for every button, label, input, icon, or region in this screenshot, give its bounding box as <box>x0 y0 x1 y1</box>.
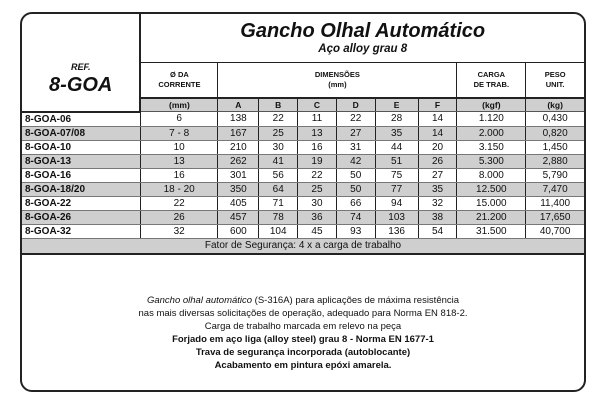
header-carga-line1: CARGA <box>477 70 506 79</box>
page-subtitle: Aço alloy grau 8 <box>318 43 408 55</box>
table-row <box>22 182 584 196</box>
desc-line-3: Carga de trabalho marcada em relevo na peça <box>204 321 402 332</box>
table-cell: 31.500 <box>457 224 526 238</box>
product-description <box>22 294 584 372</box>
table-cell: 2.000 <box>457 126 526 140</box>
table-cell: 210 <box>218 140 259 154</box>
table-cell: 51 <box>375 154 418 168</box>
table-cell: 5,790 <box>526 168 584 182</box>
table-cell: 1.120 <box>457 112 526 127</box>
table-cell: 10 <box>140 140 218 154</box>
header-diametro <box>140 63 218 99</box>
table-cell: 66 <box>336 196 375 210</box>
header-peso-line2: UNIT. <box>545 80 565 89</box>
table-cell: 44 <box>375 140 418 154</box>
table-cell: 14 <box>418 112 457 127</box>
table-cell: 56 <box>259 168 298 182</box>
table-cell: 350 <box>218 182 259 196</box>
row-ref-code: 8-GOA-06 <box>22 112 140 127</box>
table-cell: 104 <box>259 224 298 238</box>
table-cell: 0,430 <box>526 112 584 127</box>
table-cell: 50 <box>336 182 375 196</box>
table-cell: 13 <box>298 126 337 140</box>
table-cell: 26 <box>418 154 457 168</box>
table-cell: 138 <box>218 112 259 127</box>
table-cell: 20 <box>418 140 457 154</box>
table-cell: 27 <box>336 126 375 140</box>
unit-cell: (kgf) <box>457 98 526 112</box>
desc-line-2: nas mais diversas solicitações de operação, adequado para Norma EN 818-2. <box>138 308 468 319</box>
ref-cell <box>22 14 140 112</box>
table-row <box>22 210 584 224</box>
desc-line-1 <box>22 294 584 307</box>
unit-cell: (mm) <box>140 98 218 112</box>
table-row <box>22 154 584 168</box>
table-cell: 405 <box>218 196 259 210</box>
row-ref-code: 8-GOA-26 <box>22 210 140 224</box>
desc-line-5: Trava de segurança incorporada (autoblocante) <box>195 347 411 358</box>
table-cell: 64 <box>259 182 298 196</box>
table-cell: 19 <box>298 154 337 168</box>
table-cell: 5.300 <box>457 154 526 168</box>
table-cell: 40,700 <box>526 224 584 238</box>
table-cell: 167 <box>218 126 259 140</box>
unit-cell: A <box>218 98 259 112</box>
table-cell: 11,400 <box>526 196 584 210</box>
header-peso <box>526 63 584 99</box>
desc-product-name: Gancho olhal automático <box>146 295 253 306</box>
unit-cell: C <box>298 98 337 112</box>
table-cell: 30 <box>298 196 337 210</box>
table-cell: 25 <box>298 182 337 196</box>
table-cell: 31 <box>336 140 375 154</box>
product-spec-card <box>20 12 586 392</box>
table-cell: 93 <box>336 224 375 238</box>
unit-cell: E <box>375 98 418 112</box>
page-title: Gancho Olhal Automático <box>240 20 486 42</box>
table-cell: 54 <box>418 224 457 238</box>
table-row <box>22 168 584 182</box>
fator-row <box>22 238 584 254</box>
table-cell: 18 - 20 <box>140 182 218 196</box>
header-carga-line2: DE TRAB. <box>473 80 510 89</box>
table-cell: 8.000 <box>457 168 526 182</box>
table-cell: 77 <box>375 182 418 196</box>
ref-label: REF. <box>70 61 91 72</box>
row-ref-code: 8-GOA-10 <box>22 140 140 154</box>
row-ref-code: 8-GOA-13 <box>22 154 140 168</box>
table-cell: 30 <box>259 140 298 154</box>
header-dimensoes-line2: (mm) <box>328 80 347 89</box>
table-cell: 26 <box>140 210 218 224</box>
row-ref-code: 8-GOA-16 <box>22 168 140 182</box>
table-cell: 3.150 <box>457 140 526 154</box>
table-cell: 22 <box>259 112 298 127</box>
table-cell: 17,650 <box>526 210 584 224</box>
table-cell: 16 <box>298 140 337 154</box>
table-cell: 22 <box>336 112 375 127</box>
header-carga <box>457 63 526 99</box>
table-cell: 262 <box>218 154 259 168</box>
table-row <box>22 196 584 210</box>
table-cell: 32 <box>418 196 457 210</box>
table-cell: 28 <box>375 112 418 127</box>
table-cell: 22 <box>140 196 218 210</box>
table-cell: 13 <box>140 154 218 168</box>
unit-cell: F <box>418 98 457 112</box>
table-cell: 12.500 <box>457 182 526 196</box>
table-cell: 35 <box>418 182 457 196</box>
table-cell: 27 <box>418 168 457 182</box>
table-row <box>22 224 584 238</box>
table-cell: 38 <box>418 210 457 224</box>
table-cell: 457 <box>218 210 259 224</box>
table-cell: 2,880 <box>526 154 584 168</box>
table-cell: 0,820 <box>526 126 584 140</box>
table-row <box>22 112 584 127</box>
table-cell: 94 <box>375 196 418 210</box>
title-cell <box>140 14 584 63</box>
spec-table <box>22 14 584 255</box>
table-cell: 136 <box>375 224 418 238</box>
row-ref-code: 8-GOA-07/08 <box>22 126 140 140</box>
table-cell: 78 <box>259 210 298 224</box>
header-diametro-line1: Ø DA <box>170 70 189 79</box>
row-ref-code: 8-GOA-22 <box>22 196 140 210</box>
table-cell: 7,470 <box>526 182 584 196</box>
desc-line-4: Forjado em aço liga (alloy steel) grau 8 - Norma EN 1677-1 <box>172 334 434 345</box>
table-cell: 301 <box>218 168 259 182</box>
table-cell: 75 <box>375 168 418 182</box>
table-cell: 1,450 <box>526 140 584 154</box>
table-cell: 16 <box>140 168 218 182</box>
fator-seguranca: Fator de Segurança: 4 x a carga de trabalho <box>22 238 584 254</box>
table-cell: 600 <box>218 224 259 238</box>
table-cell: 22 <box>298 168 337 182</box>
table-cell: 35 <box>375 126 418 140</box>
table-cell: 41 <box>259 154 298 168</box>
table-cell: 71 <box>259 196 298 210</box>
table-cell: 45 <box>298 224 337 238</box>
unit-cell: D <box>336 98 375 112</box>
ref-code: 8-GOA <box>49 73 113 96</box>
header-dimensoes <box>218 63 457 99</box>
header-dimensoes-line1: DIMENSÕES <box>314 70 360 79</box>
unit-cell: B <box>259 98 298 112</box>
header-diametro-line2: CORRENTE <box>158 80 201 89</box>
table-cell: 36 <box>298 210 337 224</box>
table-row <box>22 126 584 140</box>
table-cell: 74 <box>336 210 375 224</box>
table-cell: 6 <box>140 112 218 127</box>
row-ref-code: 8-GOA-18/20 <box>22 182 140 196</box>
table-cell: 103 <box>375 210 418 224</box>
table-cell: 32 <box>140 224 218 238</box>
table-cell: 14 <box>418 126 457 140</box>
desc-line-1-rest: (S-316A) para aplicações de máxima resistência <box>252 295 460 306</box>
table-cell: 21.200 <box>457 210 526 224</box>
table-cell: 15.000 <box>457 196 526 210</box>
desc-line-6: Acabamento em pintura epóxi amarela. <box>214 360 392 371</box>
table-cell: 11 <box>298 112 337 127</box>
header-peso-line1: PESO <box>544 70 566 79</box>
table-row <box>22 140 584 154</box>
table-cell: 25 <box>259 126 298 140</box>
unit-cell: (kg) <box>526 98 584 112</box>
table-cell: 42 <box>336 154 375 168</box>
row-ref-code: 8-GOA-32 <box>22 224 140 238</box>
table-cell: 50 <box>336 168 375 182</box>
table-body <box>22 112 584 239</box>
table-cell: 7 - 8 <box>140 126 218 140</box>
